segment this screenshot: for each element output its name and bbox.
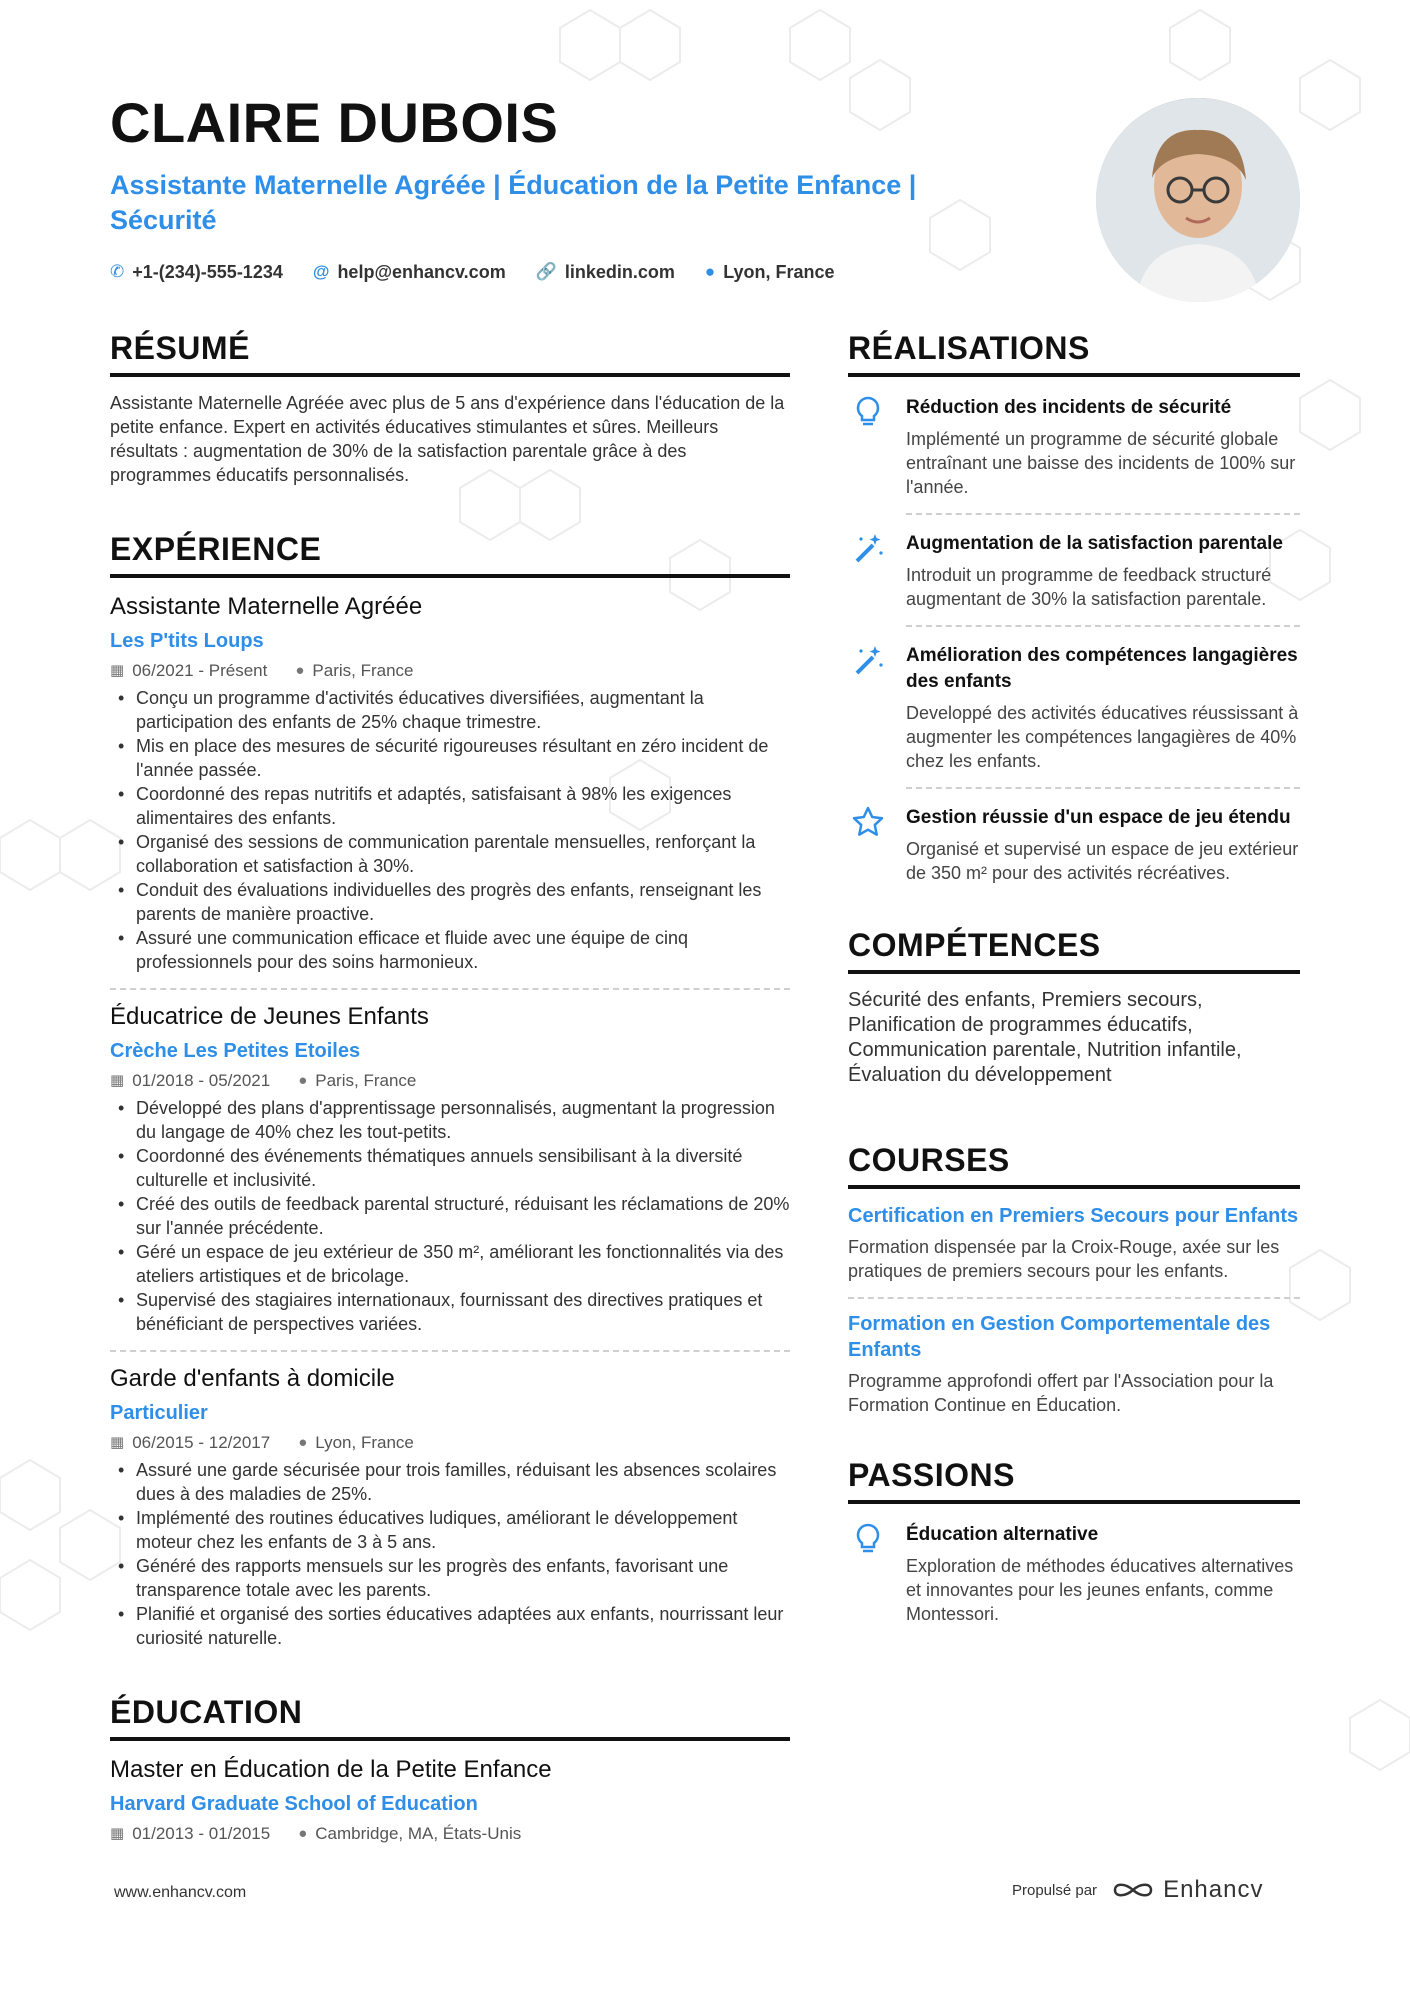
list-item: • Implémenté des routines éducatives ludiques, améliorant le développement moteur chez les enfants de 3 à 5 ans. bbox=[110, 1506, 790, 1554]
location-text: Lyon, France bbox=[723, 261, 835, 282]
course-desc: Formation dispensée par la Croix-Rouge, axée sur les pratiques de premiers secours pour les enfants. bbox=[848, 1237, 1280, 1281]
linkedin-text: linkedin.com bbox=[564, 261, 675, 282]
job-bullets bbox=[110, 1096, 790, 1336]
location-pin-icon: ● bbox=[704, 262, 716, 282]
job-location: Lyon, France bbox=[315, 1433, 414, 1452]
divider bbox=[906, 625, 1300, 627]
divider bbox=[110, 1350, 790, 1352]
achievement-item bbox=[848, 391, 1300, 499]
job-entry bbox=[110, 592, 790, 974]
skills-text: Sécurité des enfants, Premiers secours, Planification de programmes éducatifs, Communication parentale, Nutrition infantile, Évaluation du développement bbox=[848, 989, 1242, 1086]
job-bullets bbox=[110, 1458, 790, 1650]
contact-bar bbox=[110, 262, 1010, 283]
achievement-item bbox=[848, 527, 1300, 611]
list-item: • Conçu un programme d'activités éducatives diversifiées, augmentant la participation des enfants de 25% chaque trimestre. bbox=[110, 686, 790, 734]
resume-header bbox=[110, 92, 1010, 283]
list-item: • Généré des rapports mensuels sur les progrès des enfants, favorisant une transparence totale avec les parents. bbox=[110, 1554, 790, 1602]
avatar bbox=[1096, 98, 1300, 302]
education-meta bbox=[110, 1823, 790, 1845]
powered-by-text: Propulsé par bbox=[1012, 1881, 1098, 1899]
education-section bbox=[110, 1694, 790, 1845]
job-dates: 06/2015 - 12/2017 bbox=[132, 1433, 271, 1452]
email-text: help@enhancv.com bbox=[337, 261, 506, 282]
right-column bbox=[848, 330, 1300, 1626]
brand-name: Enhancv bbox=[1163, 1876, 1264, 1903]
calendar-icon: ▦ bbox=[110, 1072, 125, 1089]
skills-section bbox=[848, 927, 1300, 1088]
list-item: • Organisé des sessions de communication parentale mensuelles, renforçant la collaboration et satisfaction à 30%. bbox=[110, 830, 790, 878]
achievement-desc: Developpé des activités éducatives réussissant à augmenter les compétences langagières de 40% chez les enfants. bbox=[906, 703, 1299, 771]
achievement-desc: Introduit un programme de feedback structuré augmentant de 30% la satisfaction parentale. bbox=[906, 565, 1272, 609]
job-role: Garde d'enfants à domicile bbox=[110, 1365, 395, 1392]
divider bbox=[906, 513, 1300, 515]
list-item: • Supervisé des stagiaires internationaux, fournissant des directives pratiques et bénéficiant de perspectives variées. bbox=[110, 1288, 790, 1336]
courses-heading: COURSES bbox=[848, 1142, 1300, 1189]
job-meta bbox=[110, 1070, 790, 1092]
list-item: • Assuré une communication efficace et fluide avec une équipe de cinq professionnels pour des soins harmonieux. bbox=[110, 926, 790, 974]
list-item: • Planifié et organisé des sorties éducatives adaptées aux enfants, nourrissant leur curiosité naturelle. bbox=[110, 1602, 790, 1650]
education-school: Harvard Graduate School of Education bbox=[110, 1793, 478, 1815]
education-heading: ÉDUCATION bbox=[110, 1694, 790, 1741]
candidate-title: Assistante Maternelle Agréée | Éducation de la Petite Enfance | Sécurité bbox=[110, 169, 917, 235]
courses-section bbox=[848, 1142, 1300, 1417]
achievement-title: Gestion réussie d'un espace de jeu étendu bbox=[906, 807, 1291, 828]
education-location: Cambridge, MA, États-Unis bbox=[315, 1824, 522, 1843]
job-meta bbox=[110, 660, 790, 682]
contact-phone[interactable] bbox=[110, 262, 283, 283]
summary-text: Assistante Maternelle Agréée avec plus de 5 ans d'expérience dans l'éducation de la petite enfance. Expert en activités éducatives stimulantes et sûres. Meilleurs résultats : augmentation de 30% de la satisfaction parentale grâce à des programmes éducatifs personnalisés. bbox=[110, 393, 785, 485]
course-title: Formation en Gestion Comportementale des Enfants bbox=[848, 1313, 1271, 1361]
summary-section bbox=[110, 330, 790, 487]
achievement-title: Augmentation de la satisfaction parentale bbox=[906, 533, 1283, 554]
list-item: • Assuré une garde sécurisée pour trois familles, réduisant les absences scolaires dues à des maladies de 25%. bbox=[110, 1458, 790, 1506]
location-pin-icon: ● bbox=[298, 1072, 308, 1089]
job-entry bbox=[110, 1002, 790, 1336]
achievement-item bbox=[848, 801, 1300, 885]
phone-text: +1-(234)-555-1234 bbox=[132, 261, 283, 282]
list-item: • Conduit des évaluations individuelles des progrès des enfants, renseignant les parents de manière proactive. bbox=[110, 878, 790, 926]
calendar-icon: ▦ bbox=[110, 1825, 125, 1842]
lightbulb-icon bbox=[848, 1522, 888, 1626]
skills-heading: COMPÉTENCES bbox=[848, 927, 1300, 974]
course-item bbox=[848, 1203, 1300, 1283]
job-company: Les P'tits Loups bbox=[110, 630, 264, 652]
enhancv-logo-icon bbox=[1111, 1879, 1155, 1901]
calendar-icon: ▦ bbox=[110, 1434, 125, 1451]
experience-section bbox=[110, 531, 790, 1650]
brand-logo[interactable] bbox=[1111, 1876, 1263, 1904]
course-title: Certification en Premiers Secours pour Enfants bbox=[848, 1205, 1299, 1227]
contact-location bbox=[705, 262, 835, 283]
achievement-desc: Implémenté un programme de sécurité globale entraînant une baisse des incidents de 100% sur l'année. bbox=[906, 429, 1296, 497]
job-entry bbox=[110, 1364, 790, 1650]
education-degree: Master en Éducation de la Petite Enfance bbox=[110, 1756, 552, 1783]
location-pin-icon: ● bbox=[295, 662, 305, 679]
lightbulb-icon bbox=[848, 395, 888, 499]
list-item: • Créé des outils de feedback parental structuré, réduisant les réclamations de 20% sur l'année précédente. bbox=[110, 1192, 790, 1240]
passion-desc: Exploration de méthodes éducatives alternatives et innovantes pour les jeunes enfants, comme Montessori. bbox=[906, 1556, 1294, 1624]
job-role: Éducatrice de Jeunes Enfants bbox=[110, 1003, 429, 1030]
footer-website[interactable]: www.enhancv.com bbox=[114, 1884, 247, 1901]
link-icon: 🔗 bbox=[535, 262, 557, 282]
list-item: • Coordonné des repas nutritifs et adaptés, satisfaisant à 98% les exigences alimentaires des enfants. bbox=[110, 782, 790, 830]
job-dates: 01/2018 - 05/2021 bbox=[132, 1071, 271, 1090]
passions-heading: PASSIONS bbox=[848, 1457, 1300, 1504]
achievements-section bbox=[848, 330, 1300, 885]
star-icon bbox=[848, 805, 888, 885]
list-item: • Coordonné des événements thématiques annuels sensibilisant à la diversité culturelle et inclusivité. bbox=[110, 1144, 790, 1192]
job-company: Particulier bbox=[110, 1402, 208, 1424]
job-dates: 06/2021 - Présent bbox=[132, 661, 268, 680]
achievements-heading: RÉALISATIONS bbox=[848, 330, 1300, 377]
magic-wand-icon bbox=[848, 643, 888, 773]
education-dates: 01/2013 - 01/2015 bbox=[132, 1824, 271, 1843]
course-desc: Programme approfondi offert par l'Association pour la Formation Continue en Éducation. bbox=[848, 1371, 1274, 1415]
passion-title: Éducation alternative bbox=[906, 1524, 1099, 1545]
list-item: • Développé des plans d'apprentissage personnalisés, augmentant la progression du langage de 40% chez les tout-petits. bbox=[110, 1096, 790, 1144]
achievement-title: Amélioration des compétences langagières des enfants bbox=[906, 645, 1298, 692]
list-item: • Mis en place des mesures de sécurité rigoureuses résultant en zéro incident de l'année passée. bbox=[110, 734, 790, 782]
experience-heading: EXPÉRIENCE bbox=[110, 531, 790, 578]
contact-linkedin[interactable] bbox=[536, 262, 675, 283]
divider bbox=[906, 787, 1300, 789]
divider bbox=[110, 988, 790, 990]
achievement-desc: Organisé et supervisé un espace de jeu extérieur de 350 m² pour des activités récréatives. bbox=[906, 839, 1299, 883]
achievement-title: Réduction des incidents de sécurité bbox=[906, 397, 1232, 418]
contact-email[interactable] bbox=[313, 262, 506, 283]
summary-heading: RÉSUMÉ bbox=[110, 330, 790, 377]
at-sign-icon: @ bbox=[312, 262, 330, 282]
course-item bbox=[848, 1311, 1300, 1417]
passion-item bbox=[848, 1518, 1300, 1626]
job-role: Assistante Maternelle Agréée bbox=[110, 593, 423, 620]
passions-section bbox=[848, 1457, 1300, 1626]
phone-icon: ✆ bbox=[110, 262, 125, 282]
location-pin-icon: ● bbox=[298, 1434, 308, 1451]
job-bullets bbox=[110, 686, 790, 974]
job-location: Paris, France bbox=[312, 661, 414, 680]
divider bbox=[848, 1297, 1300, 1299]
job-meta bbox=[110, 1432, 790, 1454]
job-company: Crèche Les Petites Etoiles bbox=[110, 1040, 361, 1062]
footer-branding bbox=[1012, 1876, 1263, 1904]
list-item: • Géré un espace de jeu extérieur de 350 m², améliorant les fonctionnalités via des ateliers artistiques et de bricolage. bbox=[110, 1240, 790, 1288]
left-column bbox=[110, 330, 790, 1845]
calendar-icon: ▦ bbox=[110, 662, 125, 679]
location-pin-icon: ● bbox=[298, 1825, 308, 1842]
candidate-name: CLAIRE DUBOIS bbox=[110, 91, 559, 154]
job-location: Paris, France bbox=[315, 1071, 417, 1090]
magic-wand-icon bbox=[848, 531, 888, 611]
achievement-item bbox=[848, 639, 1300, 773]
